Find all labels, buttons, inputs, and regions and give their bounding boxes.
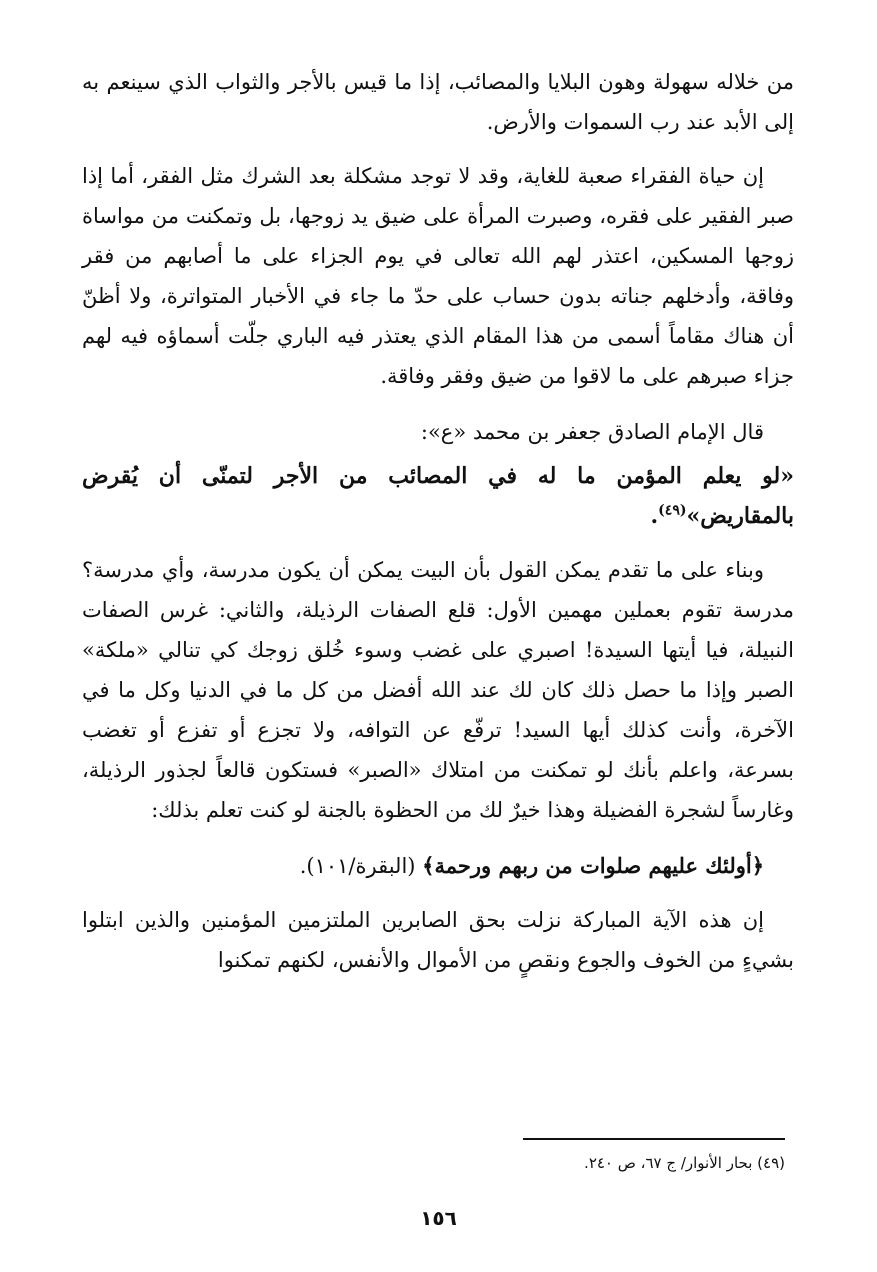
paragraph-verse-explanation: إن هذه الآية المباركة نزلت بحق الصابرين الملتزمين المؤمنين والذين ابتلوا بشيءٍ من الخوف والجوع ونقصٍ من الأموال والأنفس، لكنهم تمكنوا — [82, 908, 794, 972]
hadith-end: . — [650, 503, 659, 529]
footnote-reference: (٤٩) — [658, 502, 687, 519]
paragraph-poverty: إن حياة الفقراء صعبة للغاية، وقد لا توجد مشكلة بعد الشرك مثل الفقر، أما إذا صبر الفقير على فقره، وصبرت المرأة على ضيق يد زوجها، بل وتمكنت من مواساة زوجها المسكين، اعتذر لهم الله تعالى في يوم الجزاء على ما أصابهم من فقر وفاقة، وأدخلهم جناته بدون حساب على حدّ ما جاء في الأخبار المتواترة، ولا أظنّ أن هناك مقاماً أسمى من هذا المقام الذي يعتذر فيه الباري جلّت أسماؤه فيه لهم جزاء صبرهم على ما لاقوا من ضيق وفقر وفاقة. — [82, 164, 794, 388]
quran-verse — [82, 846, 794, 886]
footnote-divider — [523, 1138, 785, 1140]
page-body — [82, 62, 794, 980]
footnote: (٤٩) بحار الأنوار/ ج ٦٧، ص ٢٤٠. — [584, 1154, 785, 1172]
hadith-text: «لو يعلم المؤمن ما له في المصائب من الأجر لتمنّى أن يُقرض بالمقاريض» — [82, 463, 794, 529]
page-number: ١٥٦ — [420, 1206, 457, 1230]
paragraph-house-school: وبناء على ما تقدم يمكن القول بأن البيت يمكن أن يكون مدرسة، وأي مدرسة؟ مدرسة تقوم بعملين مهمين الأول: قلع الصفات الرذيلة، والثاني: غرس الصفات النبيلة، فيا أيتها السيدة! اصبري على غضب وسوء خُلق زوجك كي تنالي «ملكة» الصبر وإذا ما حصل ذلك كان لك عند الله أفضل من كل ما في الدنيا وكل ما في الآخرة، وأنت كذلك أيها السيد! ترفّع عن التوافه، ولا تجزع أو تفزع أو تغضب بسرعة، واعلم بأنك لو تمكنت من امتلاك «الصبر» فستكون قالعاً لجذور الرذيلة، وغارساً لشجرة الفضيلة وهذا خيرٌ لك من الحظوة بالجنة لو كنت تعلم بذلك: — [82, 558, 794, 822]
quote-intro: قال الإمام الصادق جعفر بن محمد «ع»: — [420, 420, 764, 444]
paragraph-continuation: من خلاله سهولة وهون البلايا والمصائب، إذا ما قيس بالأجر والثواب الذي سينعم به إلى الأبد عند رب السموات والأرض. — [82, 70, 794, 134]
hadith-quote — [82, 456, 794, 536]
verse-reference: (البقرة/١٠١). — [299, 854, 416, 878]
verse-text: ﴿أولئك عليهم صلوات من ربهم ورحمة﴾ — [422, 853, 764, 878]
